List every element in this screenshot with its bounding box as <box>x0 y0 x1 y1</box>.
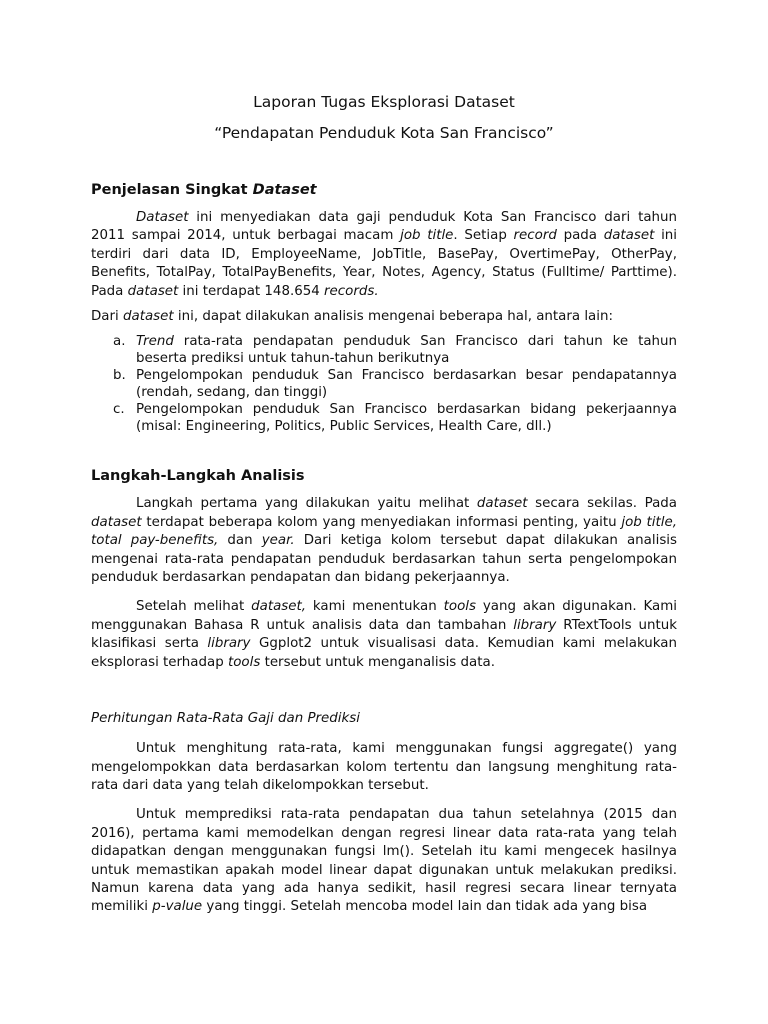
text-italic: tools <box>443 599 476 615</box>
text: Untuk memprediksi rata-rata pendapatan dua tahun setelahnya (2015 dan 2016), pertama kami memodelkan dengan regresi linear data rata-rata yang telah didapatkan dengan menggunakan fungsi lm(). Setelah itu kami mengecek hasilnya untuk memastikan apakah model linear dapat digunakan untuk melakukan prediksi. Namun karena data yang ada hanya sedikit, hasil regresi secara linear ternyata memiliki <box>91 807 677 915</box>
text-italic: library <box>207 636 251 652</box>
heading-italic: Dataset <box>252 182 317 198</box>
text-italic: job title, total pay-benefits, <box>91 514 677 549</box>
list-item-text: Pengelompokan penduduk San Francisco berdasarkan besar pendapatannya (rendah, sedang, dan tinggi) <box>136 368 677 401</box>
text: yang tinggi. Setelah mencoba model lain dan tidak ada yang bisa <box>202 899 648 915</box>
list-item <box>91 333 677 367</box>
section-heading-steps: Langkah-Langkah Analisis <box>91 468 305 485</box>
text: tersebut untuk menganalisis data. <box>260 654 495 670</box>
text-italic: tools <box>227 654 261 670</box>
document-page <box>91 92 677 917</box>
subsection-heading-average: Perhitungan Rata-Rata Gaji dan Prediksi <box>91 711 360 727</box>
text: Dari <box>91 309 123 325</box>
text-italic: library <box>513 617 557 633</box>
paragraph-dataset-intro <box>91 209 677 301</box>
document-title: Laporan Tugas Eksplorasi Dataset <box>253 93 515 111</box>
text: ini terdiri dari data ID, EmployeeName, JobTitle, BasePay, OvertimePay, OtherPay, Benefits, TotalPay, TotalPayBenefits, Year, Notes, Agency, Status (Fulltime/ Parttime). Pada <box>91 228 678 299</box>
text-italic: records. <box>324 283 379 299</box>
paragraph-analysis-list-intro <box>91 308 677 326</box>
text: dan <box>218 533 262 549</box>
text: terdapat beberapa kolom yang menyediakan informasi penting, yaitu <box>141 514 622 530</box>
text-italic: dataset <box>603 228 655 244</box>
list-marker: a. <box>113 334 126 350</box>
list-item <box>91 401 677 435</box>
list-item <box>91 367 677 401</box>
text: pada <box>556 228 604 244</box>
text: secara sekilas. Pada <box>527 496 677 512</box>
text-italic: Dataset <box>136 210 189 225</box>
text: ini menyediakan data gaji penduduk Kota San Francisco dari tahun 2011 sampai 2014, untuk berbagai macam <box>91 210 677 244</box>
analysis-list <box>91 333 677 435</box>
paragraph-steps-2 <box>91 598 677 672</box>
text: ini, dapat dilakukan analisis mengenai beberapa hal, antara lain: <box>173 309 613 325</box>
paragraph-average-1: Untuk menghitung rata-rata, kami menggunakan fungsi aggregate() yang mengelompokkan data berdasarkan kolom tertentu dan langsung menghitung rata-rata dari data yang telah dikelompokkan tersebut. <box>91 741 677 793</box>
text-italic: dataset <box>91 514 142 530</box>
text-italic: dataset <box>123 309 174 325</box>
text: Dari ketiga kolom tersebut dapat dilakukan analisis mengenai rata-rata pendapatan penduduk berdasarkan tahun serta pengelompokan penduduk berdasarkan pendapatan dan bidang pekerjaannya. <box>91 533 677 586</box>
document-subtitle: “Pendapatan Penduduk Kota San Francisco” <box>214 124 554 142</box>
list-item-text: Pengelompokan penduduk San Francisco berdasarkan bidang pekerjaannya (misal: Engineering, Politics, Public Services, Health Care, dll.) <box>136 402 677 435</box>
paragraph-average-2 <box>91 806 677 916</box>
text-italic: dataset, <box>251 599 306 615</box>
text-italic: dataset <box>476 496 528 512</box>
text: ini terdapat 148.654 <box>178 283 325 299</box>
text: . Setiap <box>453 228 514 244</box>
heading-text: Penjelasan Singkat <box>91 182 253 198</box>
section-heading-dataset <box>91 180 677 200</box>
list-marker: b. <box>113 368 126 384</box>
list-item-text: rata-rata pendapatan penduduk San Francisco dari tahun ke tahun beserta prediksi untuk tahun-tahun berikutnya <box>136 334 677 367</box>
text: Langkah pertama yang dilakukan yaitu melihat <box>136 496 477 512</box>
text: yang akan digunakan. Kami menggunakan Bahasa R untuk analisis data dan tambahan <box>91 599 677 633</box>
list-marker: c. <box>113 402 125 418</box>
text: RTextTools untuk klasifikasi serta <box>91 617 678 652</box>
text-italic: job title <box>400 228 454 244</box>
text-italic: p-value <box>152 899 203 915</box>
text-italic: dataset <box>127 283 179 299</box>
text-italic: Trend <box>136 334 174 350</box>
text-italic: year. <box>261 533 295 549</box>
text-italic: record <box>513 228 557 244</box>
text: Ggplot2 untuk visualisasi data. Kemudian kami melakukan eksplorasi terhadap <box>91 636 677 670</box>
paragraph-steps-1 <box>91 495 677 587</box>
text: Setelah melihat <box>136 599 252 615</box>
text: kami menentukan <box>306 599 444 615</box>
